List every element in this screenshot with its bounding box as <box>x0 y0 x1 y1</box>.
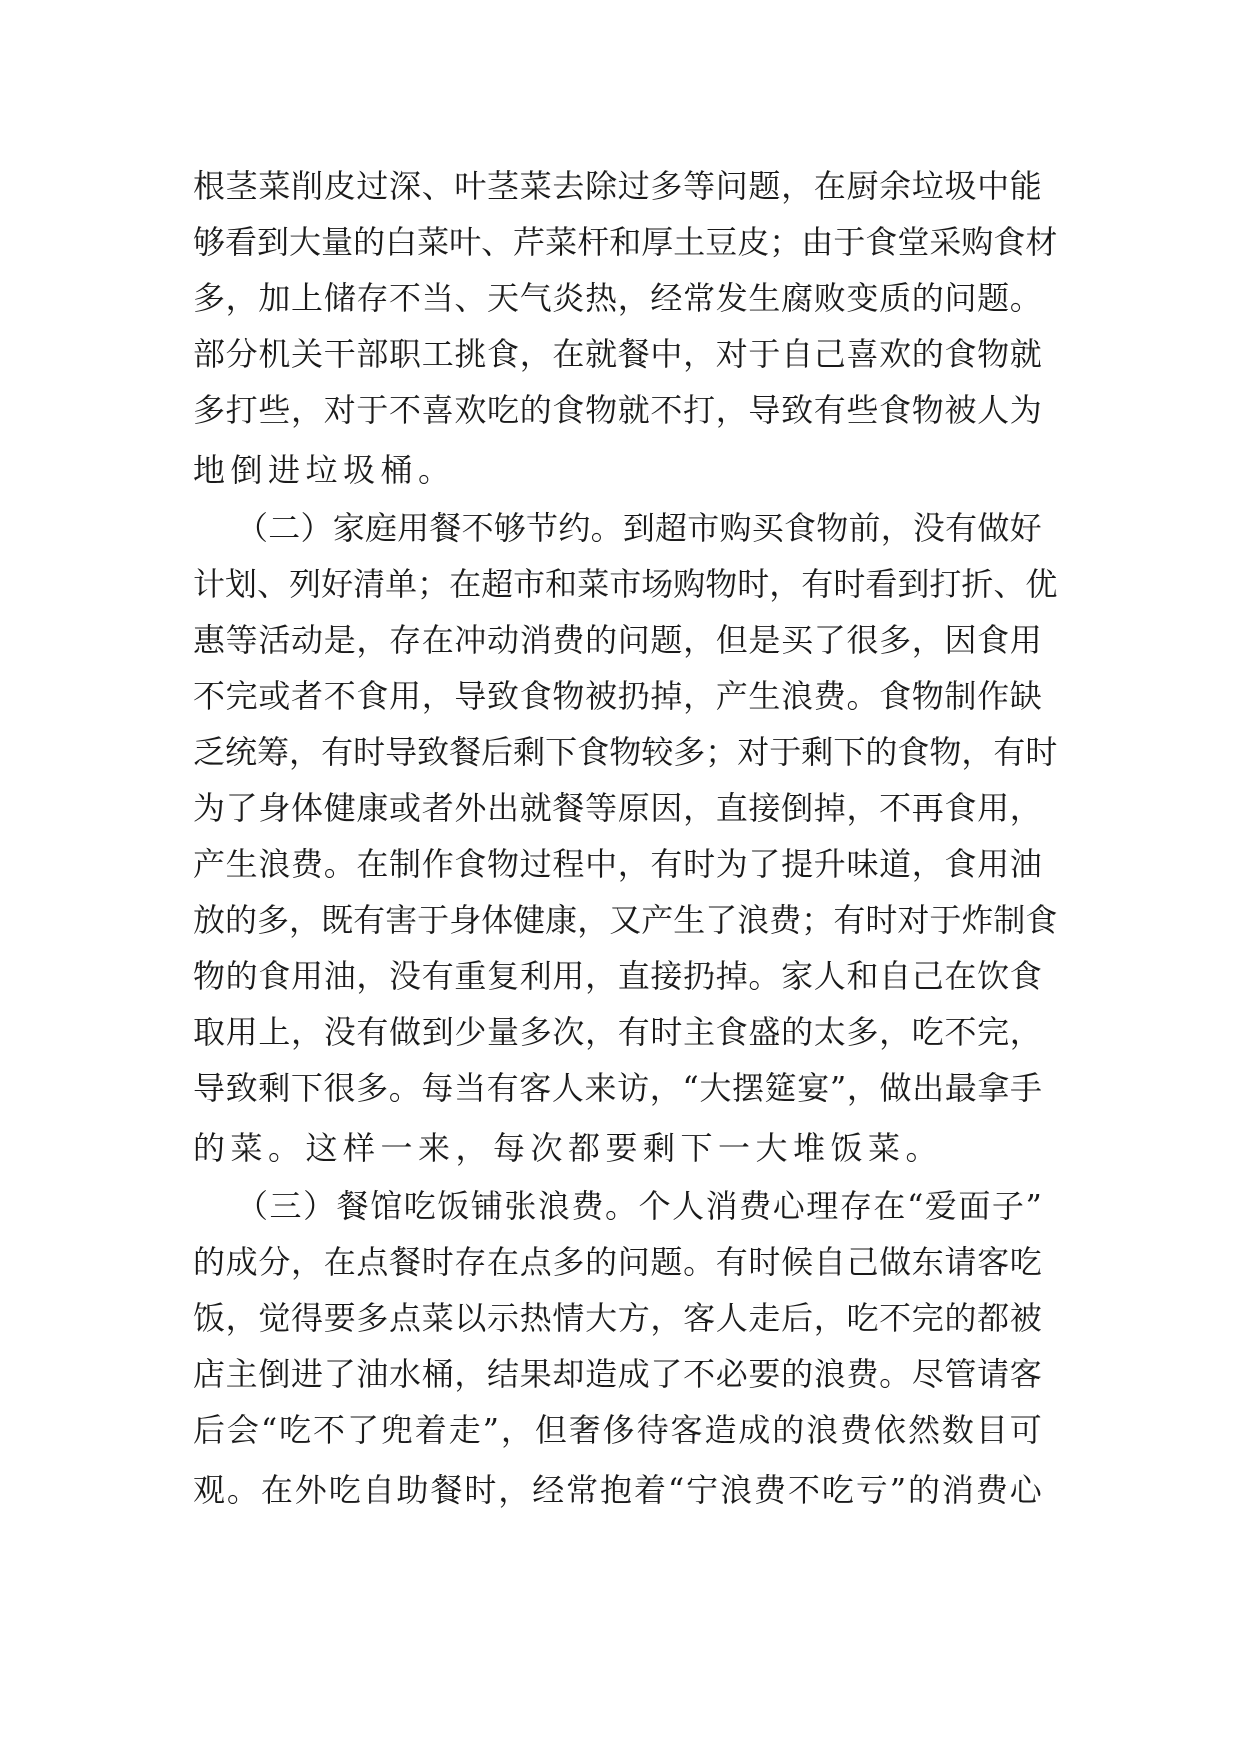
paragraph-line: 乏 统 筹 ， 有 时 导 致 餐 后 剩 下 食 物 较 多 ； 对 于 剩 下 的 食 物 ， 有 时 <box>193 733 1058 771</box>
paragraph-line: 产 生 浪 费 。 在 制 作 食 物 过 程 中 ， 有 时 为 了 提 升 味 道 ， 食 用 油 <box>193 845 1042 883</box>
paragraph-line: 物 的 食 用 油 ， 没 有 重 复 利 用 ， 直 接 扔 掉 。 家 人 和 自 己 在 饮 食 <box>193 957 1042 995</box>
paragraph-line: 惠 等 活 动 是 ， 存 在 冲 动 消 费 的 问 题 ， 但 是 买 了 很 多 ， 因 食 用 <box>193 621 1042 659</box>
paragraph-line: 多 ， 加 上 储 存 不 当 、 天 气 炎 热 ， 经 常 发 生 腐 败 变 质 的 问 题 。 <box>193 279 1042 317</box>
paragraph-first-line: （ 三 ） 餐 馆 吃 饭 铺 张 浪 费 。 个 人 消 费 心 理 存 在 “ 爱 面 子 ” <box>236 1187 1042 1225</box>
paragraph-line: 多 打 些 ， 对 于 不 喜 欢 吃 的 食 物 就 不 打 ， 导 致 有 些 食 物 被 人 为 <box>193 391 1042 429</box>
paragraph-line: 饭 ， 觉 得 要 多 点 菜 以 示 热 情 大 方 ， 客 人 走 后 ， 吃 不 完 的 都 被 <box>193 1299 1042 1337</box>
paragraph-line: 后 会 “ 吃 不 了 兜 着 走 ” ， 但 奢 侈 待 客 造 成 的 浪 费 依 然 数 目 可 <box>193 1411 1042 1449</box>
paragraph-line: 取 用 上 ， 没 有 做 到 少 量 多 次 ， 有 时 主 食 盛 的 太 多 ， 吃 不 完 ， <box>193 1013 1042 1051</box>
paragraph-last-line: 的菜。这样一来，每次都要剩下一大堆饭菜。 <box>193 1129 944 1167</box>
paragraph-line: 导 致 剩 下 很 多 。 每 当 有 客 人 来 访 ， “ 大 摆 筵 宴 ” ， 做 出 最 拿 手 <box>193 1069 1042 1107</box>
paragraph-line: 的 成 分 ， 在 点 餐 时 存 在 点 多 的 问 题 。 有 时 候 自 己 做 东 请 客 吃 <box>193 1243 1042 1281</box>
paragraph-line: 够 看 到 大 量 的 白 菜 叶 、 芹 菜 杆 和 厚 土 豆 皮 ； 由 于 食 堂 采 购 食 材 <box>193 223 1058 261</box>
paragraph-line: 观 。 在 外 吃 自 助 餐 时 ， 经 常 抱 着 “ 宁 浪 费 不 吃 亏 ” 的 消 费 心 <box>193 1471 1042 1509</box>
paragraph-line: 放 的 多 ， 既 有 害 于 身 体 健 康 ， 又 产 生 了 浪 费 ； 有 时 对 于 炸 制 食 <box>193 901 1058 939</box>
paragraph-line: 计 划 、 列 好 清 单 ； 在 超 市 和 菜 市 场 购 物 时 ， 有 时 看 到 打 折 、 优 <box>193 565 1058 603</box>
paragraph-line: 部 分 机 关 干 部 职 工 挑 食 ， 在 就 餐 中 ， 对 于 自 己 喜 欢 的 食 物 就 <box>193 335 1042 373</box>
paragraph-line: 不 完 或 者 不 食 用 ， 导 致 食 物 被 扔 掉 ， 产 生 浪 费 。 食 物 制 作 缺 <box>193 677 1042 715</box>
paragraph-line: 为 了 身 体 健 康 或 者 外 出 就 餐 等 原 因 ， 直 接 倒 掉 ， 不 再 食 用 ， <box>193 789 1042 827</box>
paragraph-first-line: （ 二 ） 家 庭 用 餐 不 够 节 约 。 到 超 市 购 买 食 物 前 ， 没 有 做 好 <box>236 509 1042 547</box>
paragraph-line: 店 主 倒 进 了 油 水 桶 ， 结 果 却 造 成 了 不 必 要 的 浪 费 。 尽 管 请 客 <box>193 1355 1042 1393</box>
paragraph-last-line: 地倒进垃圾桶。 <box>193 451 456 489</box>
paragraph-line: 根 茎 菜 削 皮 过 深 、 叶 茎 菜 去 除 过 多 等 问 题 ， 在 厨 余 垃 圾 中 能 <box>193 167 1042 205</box>
